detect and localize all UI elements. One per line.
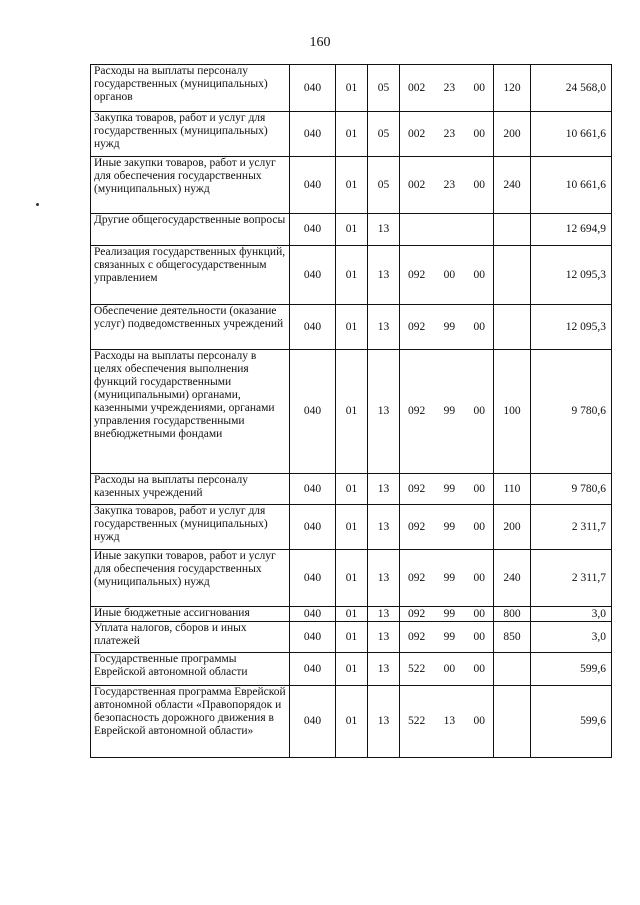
department-code-cell: 040 — [290, 350, 336, 474]
target-article-part: 00 — [473, 571, 485, 584]
expense-name-cell: Обеспечение деятельности (оказание услуг) подведомственных учреждений — [91, 305, 290, 350]
budget-table — [90, 64, 612, 758]
expense-name-cell: Государственная программа Еврейской автономной области «Правопорядок и безопасность дорожного движения в Еврейской автономной области» — [91, 686, 290, 758]
target-article-part: 092 — [408, 520, 426, 533]
target-article-part: 23 — [443, 178, 456, 191]
table-row — [91, 505, 612, 550]
target-article-part: 00 — [473, 320, 485, 333]
page-number: 160 — [309, 35, 331, 50]
expense-type-cell — [494, 246, 531, 305]
target-article-part: 99 — [443, 630, 456, 643]
subsection-code-cell: 05 — [368, 112, 400, 157]
target-article-cell — [400, 686, 494, 758]
target-article-part: 00 — [443, 268, 456, 281]
target-article-part: 092 — [408, 268, 426, 281]
table-row — [91, 653, 612, 686]
target-article-part: 092 — [408, 405, 426, 417]
target-article-part: 00 — [473, 715, 485, 727]
table-row — [91, 246, 612, 305]
target-article-code — [400, 128, 493, 141]
target-article-part: 002 — [408, 178, 426, 191]
amount-cell: 24 568,0 — [531, 65, 612, 112]
target-article-part: 23 — [443, 81, 456, 94]
table-row — [91, 350, 612, 474]
target-article-part: 99 — [443, 405, 456, 417]
expense-type-cell: 200 — [494, 112, 531, 157]
department-code-cell: 040 — [290, 112, 336, 157]
target-article-part: 00 — [473, 268, 485, 281]
amount-cell: 12 095,3 — [531, 305, 612, 350]
target-article-cell — [400, 607, 494, 622]
expense-name-cell: Закупка товаров, работ и услуг для государственных (муниципальных) нужд — [91, 505, 290, 550]
expense-name-cell: Уплата налогов, сборов и иных платежей — [91, 622, 290, 653]
target-article-code — [400, 82, 493, 95]
target-article-part: 99 — [443, 482, 456, 495]
target-article-part: 092 — [408, 320, 426, 333]
target-article-code — [400, 405, 493, 418]
target-article-part: 99 — [443, 520, 456, 533]
target-article-cell — [400, 622, 494, 653]
department-code-cell: 040 — [290, 246, 336, 305]
expense-type-cell — [494, 305, 531, 350]
target-article-part: 002 — [408, 81, 426, 94]
section-code-cell: 01 — [336, 474, 368, 505]
amount-cell: 9 780,6 — [531, 474, 612, 505]
expense-name-cell: Иные закупки товаров, работ и услуг для обеспечения государственных (муниципальных) нужд — [91, 157, 290, 214]
target-article-part: 092 — [408, 630, 426, 643]
section-code-cell: 01 — [336, 550, 368, 607]
department-code-cell: 040 — [290, 653, 336, 686]
section-code-cell: 01 — [336, 350, 368, 474]
table-row — [91, 157, 612, 214]
target-article-cell — [400, 505, 494, 550]
table-row — [91, 305, 612, 350]
section-code-cell: 01 — [336, 214, 368, 246]
target-article-cell — [400, 157, 494, 214]
department-code-cell: 040 — [290, 505, 336, 550]
target-article-code — [400, 715, 493, 728]
expense-type-cell — [494, 214, 531, 246]
department-code-cell: 040 — [290, 305, 336, 350]
target-article-code — [400, 608, 493, 621]
target-article-cell — [400, 246, 494, 305]
expense-type-cell: 850 — [494, 622, 531, 653]
expense-name-cell: Государственные программы Еврейской автономной области — [91, 653, 290, 686]
amount-cell: 3,0 — [531, 607, 612, 622]
subsection-code-cell: 13 — [368, 607, 400, 622]
target-article-part: 00 — [473, 482, 485, 495]
expense-type-cell: 110 — [494, 474, 531, 505]
amount-cell: 599,6 — [531, 653, 612, 686]
target-article-code — [400, 521, 493, 534]
amount-cell: 599,6 — [531, 686, 612, 758]
target-article-part: 00 — [473, 607, 485, 620]
section-code-cell: 01 — [336, 112, 368, 157]
table-row — [91, 214, 612, 246]
table-body — [91, 65, 612, 758]
expense-type-cell: 200 — [494, 505, 531, 550]
target-article-code — [400, 572, 493, 585]
section-code-cell: 01 — [336, 686, 368, 758]
target-article-code — [400, 179, 493, 192]
section-code-cell: 01 — [336, 305, 368, 350]
target-article-part: 99 — [443, 571, 456, 584]
section-code-cell: 01 — [336, 65, 368, 112]
department-code-cell: 040 — [290, 686, 336, 758]
target-article-part: 00 — [473, 520, 485, 533]
subsection-code-cell: 05 — [368, 157, 400, 214]
subsection-code-cell: 13 — [368, 505, 400, 550]
department-code-cell: 040 — [290, 157, 336, 214]
subsection-code-cell: 13 — [368, 305, 400, 350]
expense-type-cell — [494, 653, 531, 686]
department-code-cell: 040 — [290, 65, 336, 112]
target-article-part: 99 — [443, 320, 456, 333]
subsection-code-cell: 13 — [368, 246, 400, 305]
table-row — [91, 622, 612, 653]
target-article-cell — [400, 65, 494, 112]
target-article-part: 00 — [473, 405, 485, 417]
target-article-cell — [400, 653, 494, 686]
target-article-cell — [400, 550, 494, 607]
department-code-cell: 040 — [290, 214, 336, 246]
expense-name-cell: Закупка товаров, работ и услуг для государственных (муниципальных) нужд — [91, 112, 290, 157]
target-article-part: 23 — [443, 127, 456, 140]
subsection-code-cell: 13 — [368, 622, 400, 653]
expense-name-cell: Расходы на выплаты персоналу казенных учреждений — [91, 474, 290, 505]
target-article-cell — [400, 474, 494, 505]
expense-name-cell: Расходы на выплаты персоналу государственных (муниципальных) органов — [91, 65, 290, 112]
department-code-cell: 040 — [290, 622, 336, 653]
target-article-cell — [400, 214, 494, 246]
table-row — [91, 550, 612, 607]
target-article-code — [400, 321, 493, 334]
department-code-cell: 040 — [290, 474, 336, 505]
table-row — [91, 686, 612, 758]
target-article-part: 00 — [473, 127, 485, 140]
target-article-part: 00 — [443, 662, 456, 675]
table-row — [91, 607, 612, 622]
target-article-part: 00 — [473, 630, 485, 643]
target-article-part: 002 — [408, 127, 426, 140]
table-row — [91, 112, 612, 157]
scan-speck — [36, 203, 39, 206]
section-code-cell: 01 — [336, 607, 368, 622]
amount-cell: 2 311,7 — [531, 505, 612, 550]
expense-name-cell: Другие общегосударственные вопросы — [91, 214, 290, 246]
subsection-code-cell: 13 — [368, 653, 400, 686]
subsection-code-cell: 13 — [368, 686, 400, 758]
subsection-code-cell: 05 — [368, 65, 400, 112]
section-code-cell: 01 — [336, 246, 368, 305]
table-row — [91, 474, 612, 505]
target-article-part: 092 — [408, 571, 426, 584]
target-article-part: 00 — [473, 178, 485, 191]
section-code-cell: 01 — [336, 505, 368, 550]
target-article-cell — [400, 112, 494, 157]
table-row — [91, 65, 612, 112]
target-article-cell — [400, 350, 494, 474]
expense-type-cell: 100 — [494, 350, 531, 474]
subsection-code-cell: 13 — [368, 474, 400, 505]
expense-type-cell: 800 — [494, 607, 531, 622]
section-code-cell: 01 — [336, 653, 368, 686]
amount-cell: 10 661,6 — [531, 157, 612, 214]
target-article-code — [400, 663, 493, 676]
target-article-code — [400, 631, 493, 644]
target-article-part: 13 — [443, 715, 456, 727]
department-code-cell: 040 — [290, 550, 336, 607]
amount-cell: 3,0 — [531, 622, 612, 653]
amount-cell: 12 095,3 — [531, 246, 612, 305]
target-article-cell — [400, 305, 494, 350]
expense-type-cell: 120 — [494, 65, 531, 112]
target-article-part: 092 — [408, 482, 426, 495]
amount-cell: 12 694,9 — [531, 214, 612, 246]
target-article-part: 00 — [473, 662, 485, 675]
expense-type-cell: 240 — [494, 157, 531, 214]
target-article-part: 522 — [408, 662, 426, 675]
target-article-part: 522 — [408, 715, 426, 727]
expense-name-cell: Расходы на выплаты персоналу в целях обеспечения выполнения функций государственными (муниципальными) органами, казенными учреждениями, органами управления государственными внебюджетными фондами — [91, 350, 290, 474]
amount-cell: 2 311,7 — [531, 550, 612, 607]
amount-cell: 10 661,6 — [531, 112, 612, 157]
target-article-part: 092 — [408, 607, 426, 620]
expense-type-cell: 240 — [494, 550, 531, 607]
subsection-code-cell: 13 — [368, 550, 400, 607]
expense-name-cell: Реализация государственных функций, связанных с общегосударственным управлением — [91, 246, 290, 305]
subsection-code-cell: 13 — [368, 214, 400, 246]
target-article-part: 99 — [443, 607, 456, 620]
target-article-code — [400, 269, 493, 282]
target-article-code — [400, 483, 493, 496]
department-code-cell: 040 — [290, 607, 336, 622]
expense-name-cell: Иные бюджетные ассигнования — [91, 607, 290, 622]
expense-name-cell: Иные закупки товаров, работ и услуг для обеспечения государственных (муниципальных) нужд — [91, 550, 290, 607]
section-code-cell: 01 — [336, 157, 368, 214]
subsection-code-cell: 13 — [368, 350, 400, 474]
amount-cell: 9 780,6 — [531, 350, 612, 474]
section-code-cell: 01 — [336, 622, 368, 653]
expense-type-cell — [494, 686, 531, 758]
target-article-part: 00 — [473, 81, 485, 94]
